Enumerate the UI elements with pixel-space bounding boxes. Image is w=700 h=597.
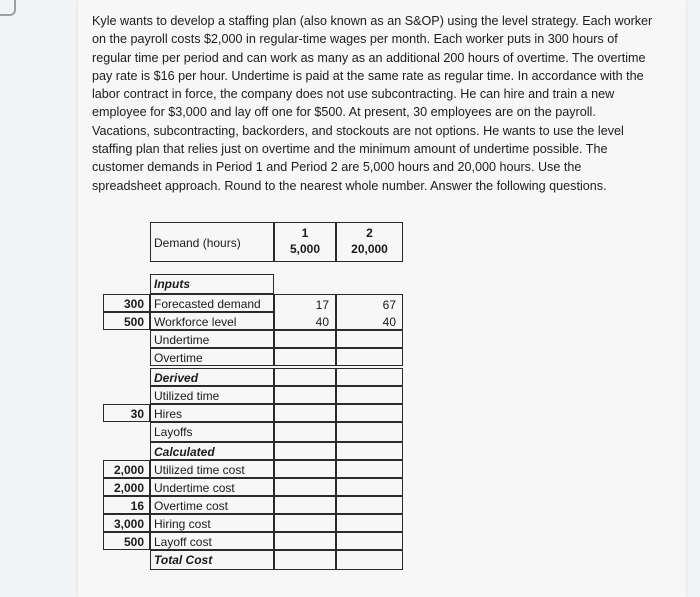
inputs-section-label: Inputs [150,274,274,294]
total-cost-label: Total Cost [150,550,274,570]
layoffs-p2[interactable] [336,422,403,442]
undertime-label: Undertime [150,330,274,348]
input-values-period-1[interactable] [274,294,336,330]
layoffs-p1[interactable] [274,422,336,442]
forecasted-demand-p2[interactable]: 67 [382,298,396,312]
problem-line: employee for $3,000 and lay off one for $500. At present, 30 employees are on the payroll. [92,105,596,120]
period-2-header [336,222,403,262]
layoffs-label: Layoffs [150,422,274,442]
total-cost-p1[interactable] [274,550,336,570]
period-2-number: 2 [366,226,373,240]
undertime-p2[interactable] [336,330,403,348]
problem-line: Vacations, subcontracting, backorders, and stockouts are not options. He wants to use the level [92,123,624,138]
forecasted-demand-param[interactable]: 300 [103,294,150,312]
layoff-cost-param[interactable]: 500 [103,532,150,550]
calculated-p2 [336,442,403,460]
utilized-time-cost-p2[interactable] [336,460,403,478]
hires-p2[interactable] [336,404,403,422]
overtime-cost-p1[interactable] [274,496,336,514]
page-corner-mark [0,0,16,16]
problem-line: staffing plan that relies just on overtime and the minimum amount of undertime possible. The [92,142,608,157]
forecasted-demand-p1[interactable]: 17 [315,298,329,312]
period-1-demand: 5,000 [289,242,321,256]
workforce-level-p1[interactable]: 40 [315,315,329,329]
undertime-cost-label: Undertime cost [150,478,274,496]
period-1-number: 1 [301,226,309,240]
problem-line: labor contract in force, the company does not use subcontracting. He can hire and train a new [92,87,615,102]
input-values-period-2[interactable] [336,294,403,330]
total-cost-p2[interactable] [336,550,403,570]
problem-line: regular time per period and can work as many as an additional 200 hours of overtime. The overtime [92,50,646,65]
workforce-level-label: Workforce level [150,312,274,330]
hiring-cost-label: Hiring cost [150,514,274,532]
calculated-p1 [274,442,336,460]
period-1-header [274,222,336,262]
overtime-cost-param[interactable]: 16 [103,496,150,514]
overtime-p1[interactable] [274,348,336,366]
undertime-p1[interactable] [274,330,336,348]
forecasted-demand-label: Forecasted demand [150,294,274,312]
hires-p1[interactable] [274,404,336,422]
problem-line: customer demands in Period 1 and Period 2 are 5,000 hours and 20,000 hours. Use the [92,160,582,175]
calculated-section-label: Calculated [150,442,274,460]
hiring-cost-param[interactable]: 3,000 [103,514,150,532]
overtime-label: Overtime [150,348,274,366]
utilized-time-cost-label: Utilized time cost [150,460,274,478]
utilized-time-p2[interactable] [336,386,403,404]
derived-p1 [274,368,336,386]
hiring-cost-p1[interactable] [274,514,336,532]
layoff-cost-label: Layoff cost [150,532,274,550]
undertime-cost-p1[interactable] [274,478,336,496]
overtime-cost-p2[interactable] [336,496,403,514]
utilized-time-cost-p1[interactable] [274,460,336,478]
problem-line: pay rate is $16 per hour. Undertime is paid at the same rate as regular time. In accordance with the [92,68,644,83]
problem-line: on the payroll costs $2,000 in regular-time wages per month. Each worker puts in 300 hours of [92,32,618,47]
problem-statement [92,12,652,195]
problem-line: Kyle wants to develop a staffing plan (also known as an S&OP) using the level strategy. Each worker [92,14,653,28]
problem-line: spreadsheet approach. Round to the nearest whole number. Answer the following questions. [92,178,607,193]
workforce-level-p2[interactable]: 40 [382,315,396,329]
overtime-p2[interactable] [336,348,403,366]
hires-param[interactable]: 30 [103,404,150,422]
overtime-cost-label: Overtime cost [150,496,274,514]
demand-hours-label: Demand (hours) [150,222,274,262]
hires-label: Hires [150,404,274,422]
layoff-cost-p1[interactable] [274,532,336,550]
undertime-cost-param[interactable]: 2,000 [103,478,150,496]
utilized-time-label: Utilized time [150,386,274,404]
workforce-level-param[interactable]: 500 [103,312,150,330]
derived-p2 [336,368,403,386]
derived-section-label: Derived [150,368,274,386]
period-2-demand: 20,000 [351,242,388,256]
utilized-time-p1[interactable] [274,386,336,404]
layoff-cost-p2[interactable] [336,532,403,550]
undertime-cost-p2[interactable] [336,478,403,496]
hiring-cost-p2[interactable] [336,514,403,532]
utilized-time-cost-param[interactable]: 2,000 [103,460,150,478]
